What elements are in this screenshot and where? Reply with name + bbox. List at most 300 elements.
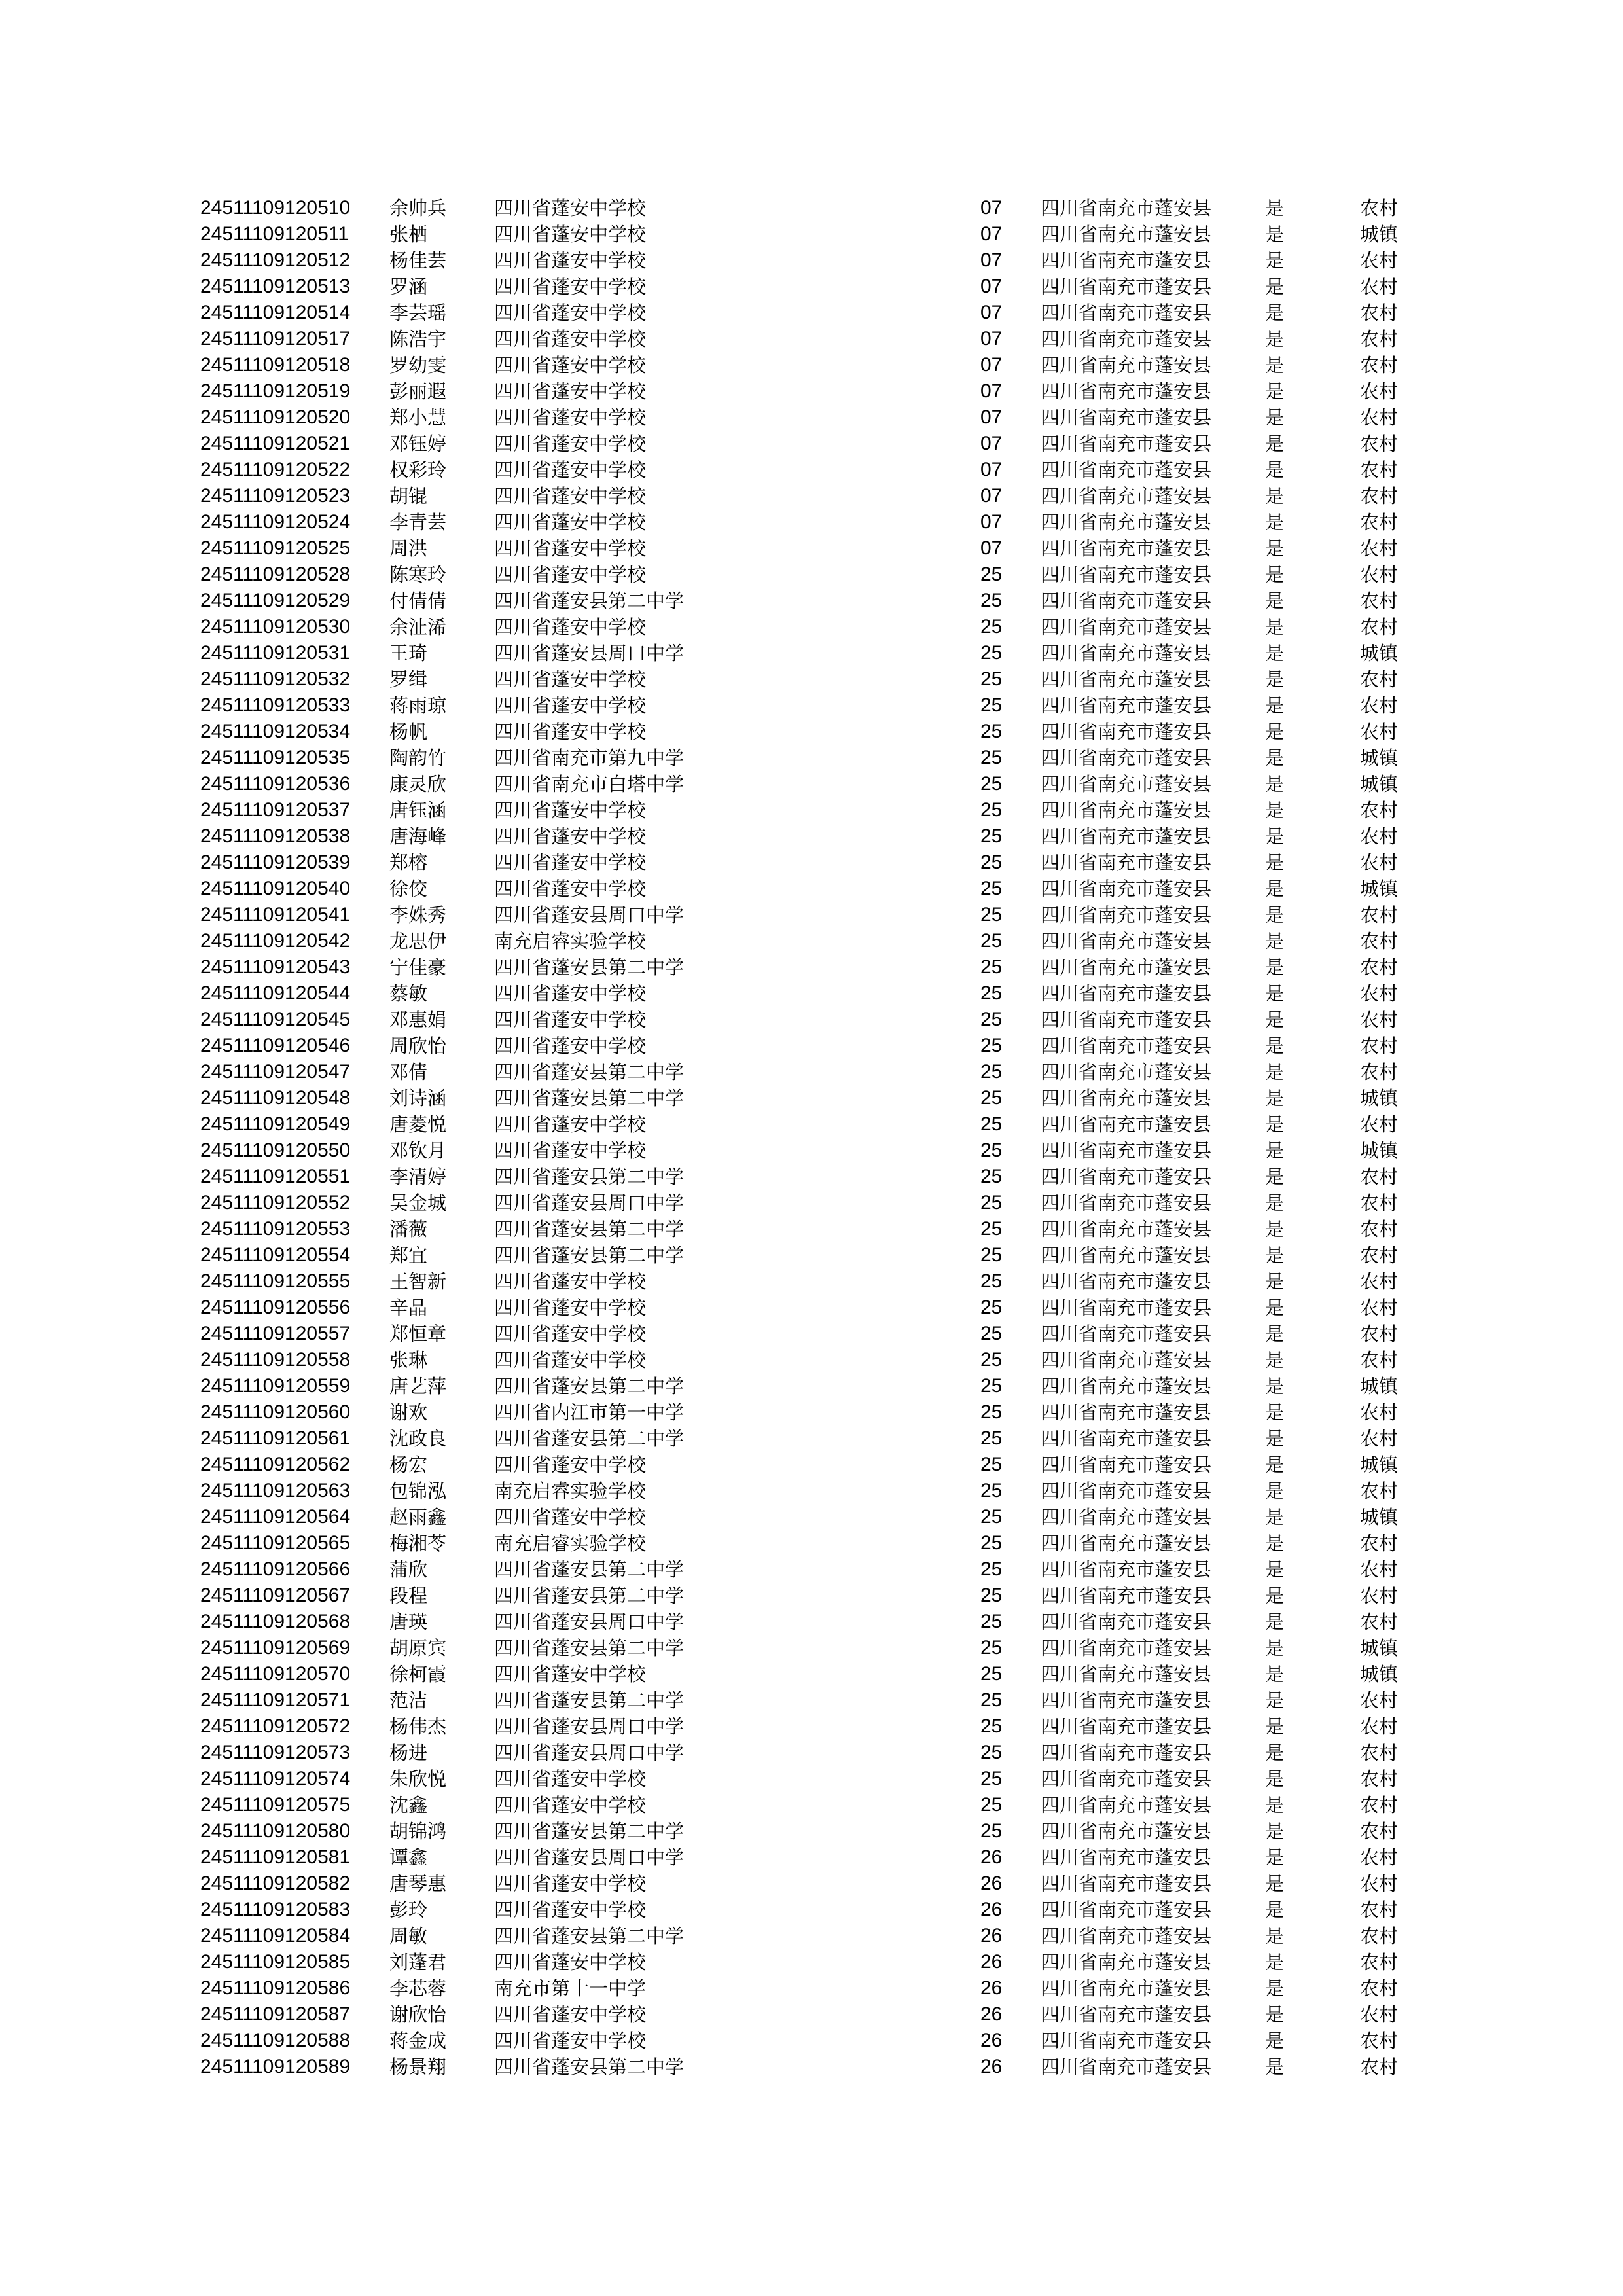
student-name-cell: 周敏 [389, 1925, 428, 1947]
eligible-flag-cell: 是 [1265, 616, 1285, 638]
school-cell: 四川省蓬安中学校 [494, 1009, 647, 1031]
table-row [0, 1661, 1623, 1687]
category-code-cell: 25 [980, 773, 1003, 795]
household-region-cell: 四川省南充市蓬安县 [1041, 1270, 1212, 1293]
exam-number-cell: 24511109120518 [200, 354, 351, 376]
school-cell: 四川省蓬安中学校 [494, 223, 647, 245]
eligible-flag-cell: 是 [1265, 197, 1285, 219]
category-code-cell: 07 [980, 302, 1003, 323]
school-cell: 四川省蓬安中学校 [494, 1663, 647, 1685]
exam-number-cell: 24511109120520 [200, 406, 351, 428]
eligible-flag-cell: 是 [1265, 459, 1285, 481]
school-cell: 四川省蓬安中学校 [494, 1349, 647, 1371]
household-region-cell: 四川省南充市蓬安县 [1041, 1925, 1212, 1947]
residence-type-cell: 农村 [1360, 1113, 1399, 1136]
category-code-cell: 26 [980, 1846, 1003, 1868]
student-name-cell: 康灵欣 [389, 773, 447, 795]
table-row [0, 1949, 1623, 1975]
school-cell: 四川省蓬安中学校 [494, 302, 647, 324]
category-code-cell: 26 [980, 1977, 1003, 1999]
category-code-cell: 25 [980, 799, 1003, 821]
school-cell: 南充市第十一中学 [494, 1977, 647, 2000]
table-row [0, 247, 1623, 274]
school-cell: 四川省蓬安县第二中学 [494, 956, 685, 978]
school-cell: 四川省蓬安中学校 [494, 982, 647, 1005]
residence-type-cell: 农村 [1360, 1977, 1399, 2000]
residence-type-cell: 农村 [1360, 1270, 1399, 1293]
school-cell: 四川省蓬安县第二中学 [494, 1925, 685, 1947]
category-code-cell: 25 [980, 564, 1003, 585]
table-row [0, 1818, 1623, 1844]
eligible-flag-cell: 是 [1265, 354, 1285, 376]
category-code-cell: 07 [980, 537, 1003, 559]
household-region-cell: 四川省南充市蓬安县 [1041, 1166, 1212, 1188]
category-code-cell: 07 [980, 511, 1003, 533]
household-region-cell: 四川省南充市蓬安县 [1041, 1663, 1212, 1685]
residence-type-cell: 城镇 [1360, 1637, 1399, 1659]
student-name-cell: 唐艺萍 [389, 1375, 447, 1397]
eligible-flag-cell: 是 [1265, 2003, 1285, 2026]
school-cell: 四川省蓬安中学校 [494, 354, 647, 376]
residence-type-cell: 城镇 [1360, 878, 1399, 900]
category-code-cell: 25 [980, 1035, 1003, 1056]
eligible-flag-cell: 是 [1265, 878, 1285, 900]
household-region-cell: 四川省南充市蓬安县 [1041, 616, 1212, 638]
exam-number-cell: 24511109120538 [200, 825, 351, 847]
eligible-flag-cell: 是 [1265, 223, 1285, 245]
household-region-cell: 四川省南充市蓬安县 [1041, 878, 1212, 900]
household-region-cell: 四川省南充市蓬安县 [1041, 2030, 1212, 2052]
table-row [0, 274, 1623, 300]
household-region-cell: 四川省南充市蓬安县 [1041, 223, 1212, 245]
school-cell: 四川省蓬安县第二中学 [494, 1244, 685, 1266]
school-cell: 四川省蓬安县第二中学 [494, 2056, 685, 2078]
student-name-cell: 刘诗涵 [389, 1087, 447, 1109]
table-row [0, 771, 1623, 797]
exam-number-cell: 24511109120510 [200, 197, 351, 219]
category-code-cell: 25 [980, 982, 1003, 1004]
table-row [0, 1792, 1623, 1818]
residence-type-cell: 农村 [1360, 590, 1399, 612]
household-region-cell: 四川省南充市蓬安县 [1041, 2056, 1212, 2078]
eligible-flag-cell: 是 [1265, 1087, 1285, 1109]
table-row [0, 1687, 1623, 1713]
residence-type-cell: 农村 [1360, 982, 1399, 1005]
household-region-cell: 四川省南充市蓬安县 [1041, 1323, 1212, 1345]
household-region-cell: 四川省南充市蓬安县 [1041, 1349, 1212, 1371]
exam-number-cell: 24511109120582 [200, 1873, 351, 1894]
exam-number-cell: 24511109120570 [200, 1663, 351, 1685]
exam-number-cell: 24511109120522 [200, 459, 351, 480]
eligible-flag-cell: 是 [1265, 485, 1285, 507]
eligible-flag-cell: 是 [1265, 1427, 1285, 1450]
residence-type-cell: 农村 [1360, 1925, 1399, 1947]
eligible-flag-cell: 是 [1265, 1925, 1285, 1947]
household-region-cell: 四川省南充市蓬安县 [1041, 1375, 1212, 1397]
exam-number-cell: 24511109120529 [200, 590, 351, 611]
category-code-cell: 07 [980, 406, 1003, 428]
household-region-cell: 四川省南充市蓬安县 [1041, 1558, 1212, 1581]
table-row [0, 640, 1623, 666]
school-cell: 四川省蓬安中学校 [494, 249, 647, 272]
exam-number-cell: 24511109120536 [200, 773, 351, 795]
table-row [0, 692, 1623, 719]
student-name-cell: 沈政良 [389, 1427, 447, 1450]
residence-type-cell: 农村 [1360, 406, 1399, 429]
category-code-cell: 25 [980, 1349, 1003, 1371]
school-cell: 四川省蓬安中学校 [494, 537, 647, 560]
category-code-cell: 25 [980, 852, 1003, 873]
school-cell: 四川省蓬安中学校 [494, 694, 647, 717]
residence-type-cell: 农村 [1360, 694, 1399, 717]
exam-number-cell: 24511109120542 [200, 930, 351, 952]
eligible-flag-cell: 是 [1265, 1218, 1285, 1240]
residence-type-cell: 农村 [1360, 2030, 1399, 2052]
residence-type-cell: 农村 [1360, 197, 1399, 219]
exam-number-cell: 24511109120547 [200, 1061, 351, 1083]
school-cell: 四川省蓬安中学校 [494, 1113, 647, 1136]
table-row [0, 1897, 1623, 1923]
school-cell: 四川省蓬安县第二中学 [494, 1218, 685, 1240]
table-row [0, 483, 1623, 509]
table-row [0, 1085, 1623, 1111]
household-region-cell: 四川省南充市蓬安县 [1041, 1794, 1212, 1816]
table-row [0, 2028, 1623, 2054]
residence-type-cell: 农村 [1360, 1244, 1399, 1266]
exam-number-cell: 24511109120575 [200, 1794, 351, 1816]
category-code-cell: 25 [980, 1663, 1003, 1685]
eligible-flag-cell: 是 [1265, 2056, 1285, 2078]
eligible-flag-cell: 是 [1265, 1715, 1285, 1738]
residence-type-cell: 农村 [1360, 1715, 1399, 1738]
school-cell: 南充启睿实验学校 [494, 930, 647, 952]
student-name-cell: 余帅兵 [389, 197, 447, 219]
household-region-cell: 四川省南充市蓬安县 [1041, 1087, 1212, 1109]
table-row [0, 797, 1623, 823]
exam-number-cell: 24511109120564 [200, 1506, 351, 1528]
table-row [0, 1583, 1623, 1609]
eligible-flag-cell: 是 [1265, 1820, 1285, 1842]
eligible-flag-cell: 是 [1265, 1480, 1285, 1502]
school-cell: 四川省蓬安中学校 [494, 1454, 647, 1476]
household-region-cell: 四川省南充市蓬安县 [1041, 1192, 1212, 1214]
table-row [0, 1399, 1623, 1426]
table-row [0, 352, 1623, 378]
category-code-cell: 25 [980, 1087, 1003, 1109]
table-row [0, 614, 1623, 640]
exam-number-cell: 24511109120569 [200, 1637, 351, 1659]
eligible-flag-cell: 是 [1265, 1035, 1285, 1057]
student-name-cell: 唐瑛 [389, 1611, 428, 1633]
table-row [0, 2054, 1623, 2080]
student-name-cell: 刘蓬君 [389, 1951, 447, 1973]
category-code-cell: 07 [980, 380, 1003, 402]
eligible-flag-cell: 是 [1265, 537, 1285, 560]
student-name-cell: 李姝秀 [389, 904, 447, 926]
household-region-cell: 四川省南充市蓬安县 [1041, 590, 1212, 612]
exam-number-cell: 24511109120535 [200, 747, 351, 768]
residence-type-cell: 农村 [1360, 852, 1399, 874]
student-name-cell: 权彩玲 [389, 459, 447, 481]
category-code-cell: 07 [980, 249, 1003, 271]
household-region-cell: 四川省南充市蓬安县 [1041, 1611, 1212, 1633]
residence-type-cell: 城镇 [1360, 1663, 1399, 1685]
student-name-cell: 张琳 [389, 1349, 428, 1371]
table-row [0, 404, 1623, 431]
exam-number-cell: 24511109120540 [200, 878, 351, 899]
table-row [0, 300, 1623, 326]
household-region-cell: 四川省南充市蓬安县 [1041, 1454, 1212, 1476]
household-region-cell: 四川省南充市蓬安县 [1041, 930, 1212, 952]
table-row [0, 1923, 1623, 1949]
student-name-cell: 彭丽遐 [389, 380, 447, 403]
exam-number-cell: 24511109120530 [200, 616, 351, 637]
table-row [0, 1190, 1623, 1216]
eligible-flag-cell: 是 [1265, 1768, 1285, 1790]
school-cell: 四川省蓬安县第二中学 [494, 1820, 685, 1842]
residence-type-cell: 农村 [1360, 956, 1399, 978]
eligible-flag-cell: 是 [1265, 1375, 1285, 1397]
household-region-cell: 四川省南充市蓬安县 [1041, 1061, 1212, 1083]
category-code-cell: 25 [980, 1061, 1003, 1083]
household-region-cell: 四川省南充市蓬安县 [1041, 485, 1212, 507]
category-code-cell: 25 [980, 1742, 1003, 1763]
eligible-flag-cell: 是 [1265, 1977, 1285, 2000]
household-region-cell: 四川省南充市蓬安县 [1041, 825, 1212, 848]
category-code-cell: 25 [980, 1454, 1003, 1475]
eligible-flag-cell: 是 [1265, 1401, 1285, 1424]
exam-number-cell: 24511109120560 [200, 1401, 351, 1423]
exam-number-cell: 24511109120551 [200, 1166, 351, 1187]
exam-number-cell: 24511109120537 [200, 799, 351, 821]
eligible-flag-cell: 是 [1265, 328, 1285, 350]
category-code-cell: 25 [980, 1009, 1003, 1030]
table-row [0, 1609, 1623, 1635]
household-region-cell: 四川省南充市蓬安县 [1041, 197, 1212, 219]
student-name-cell: 谢欣怡 [389, 2003, 447, 2026]
table-row [0, 1635, 1623, 1661]
residence-type-cell: 农村 [1360, 1427, 1399, 1450]
category-code-cell: 25 [980, 1715, 1003, 1737]
household-region-cell: 四川省南充市蓬安县 [1041, 380, 1212, 403]
residence-type-cell: 农村 [1360, 1009, 1399, 1031]
residence-type-cell: 城镇 [1360, 747, 1399, 769]
category-code-cell: 26 [980, 1899, 1003, 1920]
table-row [0, 1504, 1623, 1530]
school-cell: 四川省蓬安中学校 [494, 459, 647, 481]
eligible-flag-cell: 是 [1265, 1166, 1285, 1188]
residence-type-cell: 农村 [1360, 2056, 1399, 2078]
household-region-cell: 四川省南充市蓬安县 [1041, 511, 1212, 533]
residence-type-cell: 城镇 [1360, 773, 1399, 795]
residence-type-cell: 农村 [1360, 1297, 1399, 1319]
student-list-table [0, 195, 1623, 2080]
table-row [0, 719, 1623, 745]
category-code-cell: 25 [980, 668, 1003, 690]
eligible-flag-cell: 是 [1265, 694, 1285, 717]
category-code-cell: 26 [980, 2030, 1003, 2051]
category-code-cell: 07 [980, 354, 1003, 376]
table-row [0, 902, 1623, 928]
category-code-cell: 25 [980, 1794, 1003, 1816]
student-name-cell: 唐菱悦 [389, 1113, 447, 1136]
exam-number-cell: 24511109120585 [200, 1951, 351, 1973]
school-cell: 四川省蓬安县第二中学 [494, 1689, 685, 1712]
school-cell: 四川省蓬安中学校 [494, 564, 647, 586]
student-name-cell: 辛晶 [389, 1297, 428, 1319]
exam-number-cell: 24511109120532 [200, 668, 351, 690]
school-cell: 四川省蓬安中学校 [494, 197, 647, 219]
eligible-flag-cell: 是 [1265, 511, 1285, 533]
student-name-cell: 付倩倩 [389, 590, 447, 612]
student-name-cell: 吴金城 [389, 1192, 447, 1214]
exam-number-cell: 24511109120521 [200, 433, 351, 454]
category-code-cell: 07 [980, 328, 1003, 350]
exam-number-cell: 24511109120559 [200, 1375, 351, 1397]
eligible-flag-cell: 是 [1265, 1061, 1285, 1083]
eligible-flag-cell: 是 [1265, 852, 1285, 874]
category-code-cell: 25 [980, 747, 1003, 768]
exam-number-cell: 24511109120567 [200, 1585, 351, 1606]
category-code-cell: 25 [980, 642, 1003, 664]
residence-type-cell: 农村 [1360, 1166, 1399, 1188]
exam-number-cell: 24511109120558 [200, 1349, 351, 1371]
exam-number-cell: 24511109120548 [200, 1087, 351, 1109]
household-region-cell: 四川省南充市蓬安县 [1041, 694, 1212, 717]
table-row [0, 1321, 1623, 1347]
residence-type-cell: 农村 [1360, 668, 1399, 691]
category-code-cell: 25 [980, 1558, 1003, 1580]
eligible-flag-cell: 是 [1265, 302, 1285, 324]
household-region-cell: 四川省南充市蓬安县 [1041, 2003, 1212, 2026]
eligible-flag-cell: 是 [1265, 590, 1285, 612]
household-region-cell: 四川省南充市蓬安县 [1041, 747, 1212, 769]
eligible-flag-cell: 是 [1265, 1454, 1285, 1476]
school-cell: 四川省蓬安中学校 [494, 799, 647, 821]
eligible-flag-cell: 是 [1265, 564, 1285, 586]
school-cell: 四川省蓬安县周口中学 [494, 1192, 685, 1214]
table-row [0, 1373, 1623, 1399]
category-code-cell: 25 [980, 1506, 1003, 1528]
table-row [0, 1844, 1623, 1871]
eligible-flag-cell: 是 [1265, 930, 1285, 952]
school-cell: 四川省蓬安中学校 [494, 721, 647, 743]
eligible-flag-cell: 是 [1265, 721, 1285, 743]
eligible-flag-cell: 是 [1265, 1873, 1285, 1895]
table-row [0, 1452, 1623, 1478]
exam-number-cell: 24511109120539 [200, 852, 351, 873]
exam-number-cell: 24511109120514 [200, 302, 351, 323]
category-code-cell: 25 [980, 1585, 1003, 1606]
eligible-flag-cell: 是 [1265, 1323, 1285, 1345]
student-name-cell: 蒋金成 [389, 2030, 447, 2052]
student-name-cell: 郑榕 [389, 852, 428, 874]
table-row [0, 1268, 1623, 1295]
residence-type-cell: 城镇 [1360, 1506, 1399, 1528]
student-name-cell: 杨宏 [389, 1454, 428, 1476]
eligible-flag-cell: 是 [1265, 1192, 1285, 1214]
school-cell: 四川省蓬安中学校 [494, 1297, 647, 1319]
table-row [0, 1033, 1623, 1059]
student-name-cell: 郑恒章 [389, 1323, 447, 1345]
school-cell: 四川省蓬安中学校 [494, 406, 647, 429]
school-cell: 四川省蓬安县周口中学 [494, 1846, 685, 1869]
table-row [0, 195, 1623, 221]
category-code-cell: 25 [980, 1375, 1003, 1397]
school-cell: 四川省蓬安县第二中学 [494, 1558, 685, 1581]
exam-number-cell: 24511109120587 [200, 2003, 351, 2025]
category-code-cell: 07 [980, 197, 1003, 219]
exam-number-cell: 24511109120563 [200, 1480, 351, 1501]
student-name-cell: 唐钰涵 [389, 799, 447, 821]
student-name-cell: 王琦 [389, 642, 428, 664]
student-name-cell: 罗幼雯 [389, 354, 447, 376]
table-row [0, 509, 1623, 535]
eligible-flag-cell: 是 [1265, 433, 1285, 455]
household-region-cell: 四川省南充市蓬安县 [1041, 982, 1212, 1005]
residence-type-cell: 农村 [1360, 799, 1399, 821]
residence-type-cell: 城镇 [1360, 1454, 1399, 1476]
exam-number-cell: 24511109120555 [200, 1270, 351, 1292]
eligible-flag-cell: 是 [1265, 1663, 1285, 1685]
table-row [0, 1740, 1623, 1766]
residence-type-cell: 农村 [1360, 1689, 1399, 1712]
exam-number-cell: 24511109120574 [200, 1768, 351, 1789]
eligible-flag-cell: 是 [1265, 1611, 1285, 1633]
residence-type-cell: 农村 [1360, 2003, 1399, 2026]
student-name-cell: 邓钰婷 [389, 433, 447, 455]
school-cell: 四川省蓬安中学校 [494, 852, 647, 874]
residence-type-cell: 农村 [1360, 1401, 1399, 1424]
category-code-cell: 07 [980, 223, 1003, 245]
eligible-flag-cell: 是 [1265, 2030, 1285, 2052]
table-row [0, 457, 1623, 483]
student-name-cell: 蔡敏 [389, 982, 428, 1005]
school-cell: 四川省蓬安县周口中学 [494, 1715, 685, 1738]
eligible-flag-cell: 是 [1265, 668, 1285, 691]
school-cell: 四川省蓬安中学校 [494, 668, 647, 691]
exam-number-cell: 24511109120517 [200, 328, 351, 350]
household-region-cell: 四川省南充市蓬安县 [1041, 1951, 1212, 1973]
school-cell: 四川省蓬安县周口中学 [494, 1611, 685, 1633]
category-code-cell: 25 [980, 721, 1003, 742]
residence-type-cell: 城镇 [1360, 1087, 1399, 1109]
student-name-cell: 段程 [389, 1585, 428, 1607]
eligible-flag-cell: 是 [1265, 1585, 1285, 1607]
residence-type-cell: 农村 [1360, 328, 1399, 350]
residence-type-cell: 农村 [1360, 433, 1399, 455]
student-name-cell: 蒋雨琼 [389, 694, 447, 717]
eligible-flag-cell: 是 [1265, 747, 1285, 769]
exam-number-cell: 24511109120565 [200, 1532, 351, 1554]
exam-number-cell: 24511109120561 [200, 1427, 351, 1449]
school-cell: 四川省蓬安中学校 [494, 276, 647, 298]
school-cell: 四川省蓬安中学校 [494, 1951, 647, 1973]
household-region-cell: 四川省南充市蓬安县 [1041, 328, 1212, 350]
table-row [0, 1138, 1623, 1164]
household-region-cell: 四川省南充市蓬安县 [1041, 852, 1212, 874]
table-row [0, 2001, 1623, 2028]
student-name-cell: 罗涵 [389, 276, 428, 298]
household-region-cell: 四川省南充市蓬安县 [1041, 354, 1212, 376]
student-name-cell: 杨帆 [389, 721, 428, 743]
exam-number-cell: 24511109120584 [200, 1925, 351, 1946]
school-cell: 四川省蓬安中学校 [494, 2030, 647, 2052]
table-row [0, 221, 1623, 247]
residence-type-cell: 农村 [1360, 1532, 1399, 1554]
school-cell: 四川省蓬安中学校 [494, 380, 647, 403]
exam-number-cell: 24511109120583 [200, 1899, 351, 1920]
